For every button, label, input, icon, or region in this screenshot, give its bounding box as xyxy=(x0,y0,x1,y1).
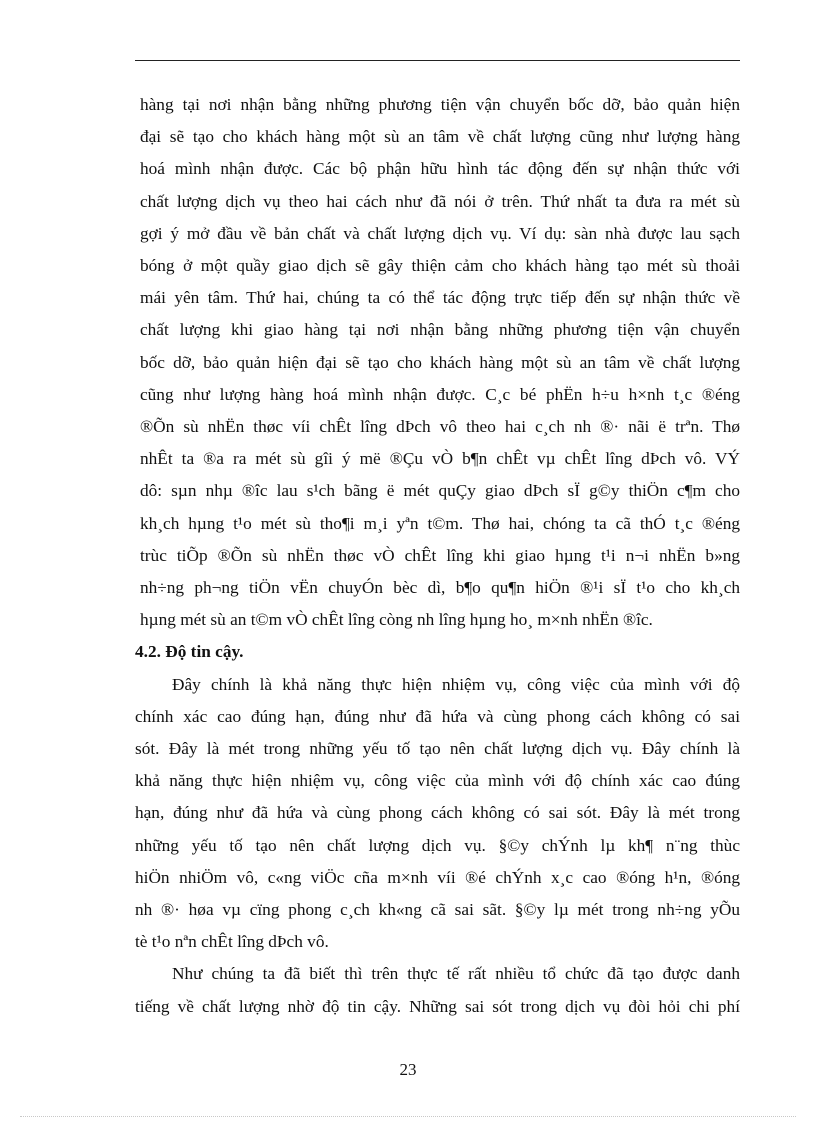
text-line: nh ®· høa vµ cïng phong c¸ch kh«ng cã sai sãt. §©y lµ mét trong nh÷ng yÕu xyxy=(135,900,740,920)
page-bottom-border xyxy=(20,1116,796,1117)
page-number: 23 xyxy=(399,1060,417,1079)
text-line: chính xác cao đúng hạn, đúng như đã hứa và cùng phong cách không có sai xyxy=(135,706,740,726)
text-line: tiếng về chất lượng nhờ độ tin cậy. Những sai sót trong dịch vụ đòi hỏi chi phí xyxy=(135,996,740,1016)
text-line: gợi ý mở đầu về bản chất và chất lượng dịch vụ. Ví dụ: sàn nhà được lau sạch xyxy=(140,223,740,243)
text-line: khả năng thực hiện nhiệm vụ, công việc của mình với độ chính xác cao đúng xyxy=(135,771,740,791)
text-line: những yếu tố tạo nên chất lượng dịch vụ. §©y chÝnh lµ kh¶ n¨ng thùc xyxy=(135,835,740,855)
section-heading: 4.2. Độ tin cậy. xyxy=(135,642,244,662)
header-rule xyxy=(135,60,740,61)
text-line: Đây chính là khả năng thực hiện nhiệm vụ, công việc của mình với độ xyxy=(172,674,740,694)
text-line: nh÷ng ph¬ng tiÖn vËn chuyÓn bèc dì, b¶o qu¶n hiÖn ®¹i sÏ t¹o cho kh¸ch xyxy=(140,578,740,598)
text-line: hiÖn nhiÖm vô, c«ng viÖc cña m×nh víi ®é chÝnh x¸c cao ®óng h¹n, ®óng xyxy=(135,867,740,887)
text-line: mái yên tâm. Thứ hai, chúng ta có thể tác động trực tiếp đến sự nhận thức về xyxy=(140,288,740,308)
text-line: trùc tiÕp ®Õn sù nhËn thøc vÒ chÊt lîng khi giao hµng t¹i n¬i nhËn b»ng xyxy=(140,545,740,565)
text-line: bóng ở một quầy giao dịch sẽ gây thiện cảm cho khách hàng tạo mét sù thoải xyxy=(140,256,740,276)
paragraph xyxy=(140,89,740,636)
text-line: nhÊt ta ®a ra mét sù gîi ý më ®Çu vÒ b¶n chÊt vµ chÊt lîng dÞch vô. VÝ xyxy=(140,449,740,469)
text-line: hoá mình nhận được. Các bộ phận hữu hình tác động đến sự nhận thức với xyxy=(140,159,740,179)
text-line: dô: sµn nhµ ®îc lau s¹ch bãng ë mét quÇy giao dÞch sÏ g©y thiÖn c¶m cho xyxy=(140,481,740,501)
text-line: hµng mét sù an t©m vÒ chÊt lîng còng nh lîng hµng ho¸ m×nh nhËn ®îc. xyxy=(140,610,653,630)
text-line: cũng như lượng hàng hoá mình nhận được. C¸c bé phËn h÷u h×nh t¸c ®éng xyxy=(140,384,740,404)
paragraph xyxy=(135,958,740,1022)
text-line: bốc dỡ, bảo quản hiện đại sẽ tạo cho khách hàng một sù an tâm về chất lượng xyxy=(140,352,740,372)
text-line: sót. Đây là mét trong những yếu tố tạo nên chất lượng dịch vụ. Đây chính là xyxy=(135,739,740,759)
text-line: chất lượng khi giao hàng tại nơi nhận bằng những phương tiện vận chuyển xyxy=(140,320,740,340)
text-line: đại sẽ tạo cho khách hàng một sù an tâm về chất lượng cũng như lượng hàng xyxy=(140,127,740,147)
text-line: Như chúng ta đã biết thì trên thực tế rất nhiều tổ chức đã tạo được danh xyxy=(172,964,740,984)
text-line: ®Õn sù nhËn thøc víi chÊt lîng dÞch vô theo hai c¸ch nh ®· nãi ë trªn. Thø xyxy=(140,417,740,437)
text-line: kh¸ch hµng t¹o mét sù tho¶i m¸i yªn t©m. Thø hai, chóng ta cã thÓ t¸c ®éng xyxy=(140,513,740,533)
page-body xyxy=(135,89,740,1023)
text-line: chất lượng dịch vụ theo hai cách như đã nói ở trên. Thứ nhất ta đưa ra mét sù xyxy=(140,191,740,211)
paragraph xyxy=(135,669,740,959)
text-line: tè t¹o nªn chÊt lîng dÞch vô. xyxy=(135,932,329,952)
text-line: hạn, đúng như đã hứa và cùng phong cách không có sai sót. Đây là mét trong xyxy=(135,803,740,823)
text-line: hàng tại nơi nhận bằng những phương tiện vận chuyển bốc dỡ, bảo quản hiện xyxy=(140,95,740,114)
